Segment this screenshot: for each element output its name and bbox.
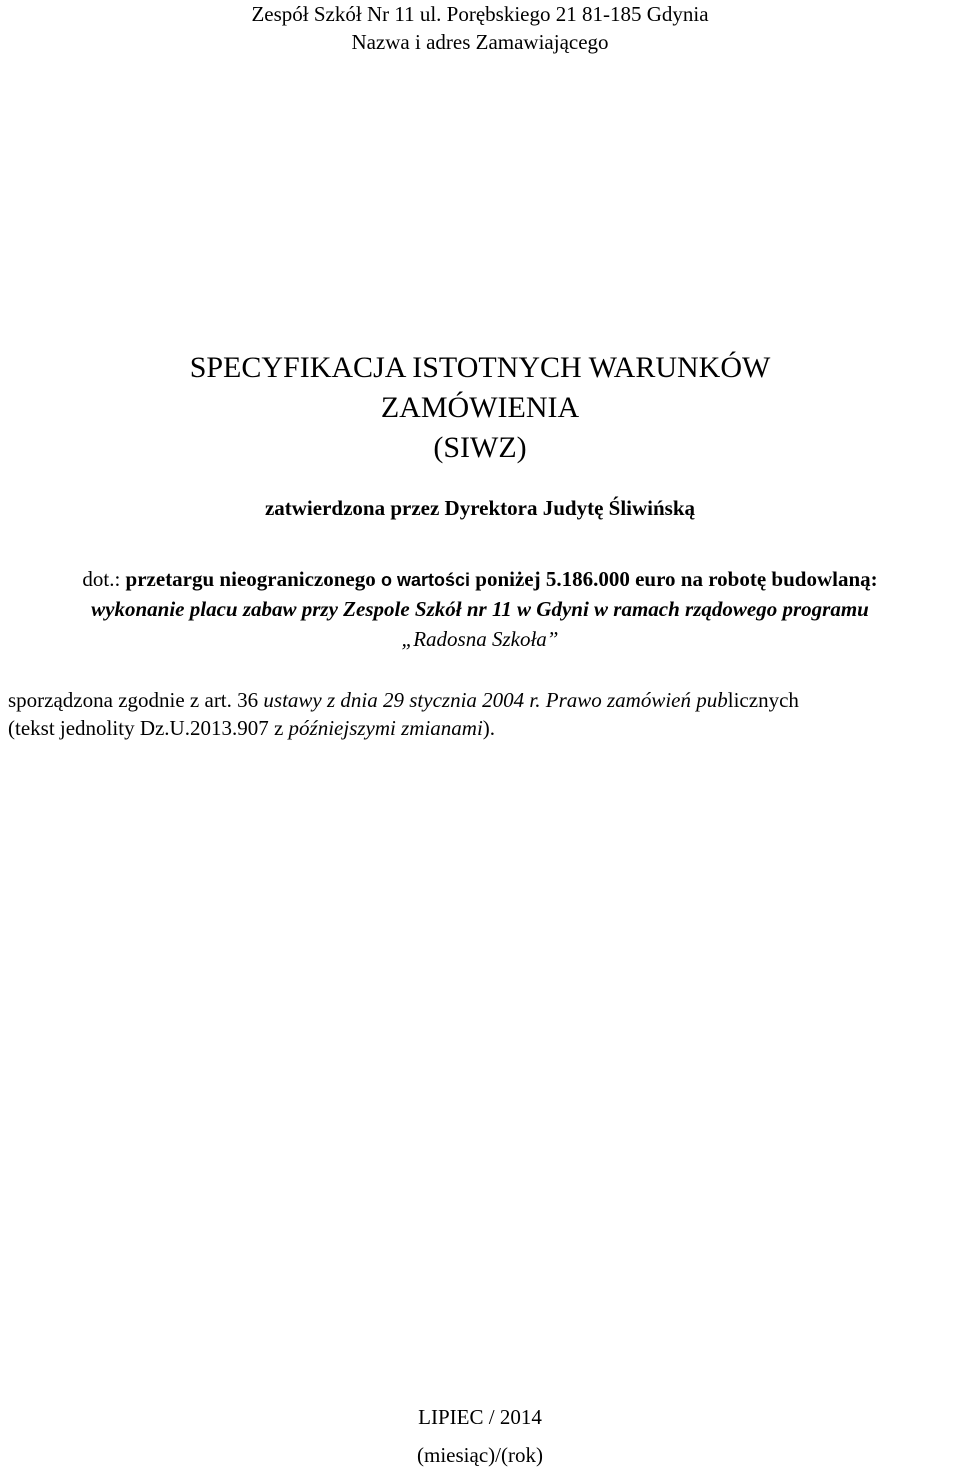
legal-act-name-end: licznych (727, 688, 799, 712)
document-title-line-1: SPECYFIKACJA ISTOTNYCH WARUNKÓW (189, 351, 771, 384)
tender-mode: przetargu nieograniczonego (120, 567, 381, 591)
orderer-caption: Nazwa i adres Zamawiającego (351, 30, 609, 54)
subject-line-2: wykonanie placu zabaw przy Zespole Szkół nr 11 w Gdyni w ramach rządowego programu (91, 597, 869, 621)
subject-line-1 (0, 567, 960, 592)
legal-article: sporządzona zgodnie z art. 36 (8, 688, 264, 712)
legal-basis-line-2 (8, 716, 960, 741)
program-name: „Radosna Szkoła” (401, 627, 559, 651)
amendments: późniejszymi zmianami (288, 716, 483, 740)
tender-value-label: o wartości (381, 570, 471, 590)
legal-act-name: ustawy z dnia 29 stycznia 2004 r. Prawo zamówień pub (263, 688, 728, 712)
tender-threshold: poniżej 5.186.000 euro na robotę budowlaną: (470, 567, 878, 591)
document-title-line-2: ZAMÓWIENIA (380, 391, 580, 424)
legal-end: ). (482, 716, 496, 740)
date-caption: (miesiąc)/(rok) (417, 1443, 543, 1467)
approval-line: zatwierdzona przez Dyrektora Judytę Śliwińską (264, 496, 696, 520)
legal-basis-line-1 (8, 688, 960, 713)
school-address: Zespół Szkół Nr 11 ul. Porębskiego 21 81-185 Gdynia (251, 2, 709, 26)
document-date: LIPIEC / 2014 (418, 1405, 542, 1429)
subject-prefix: dot.: (82, 567, 121, 591)
document-title-line-3: (SIWZ) (433, 431, 527, 464)
consolidated-text: (tekst jednolity Dz.U.2013.907 z (8, 716, 289, 740)
